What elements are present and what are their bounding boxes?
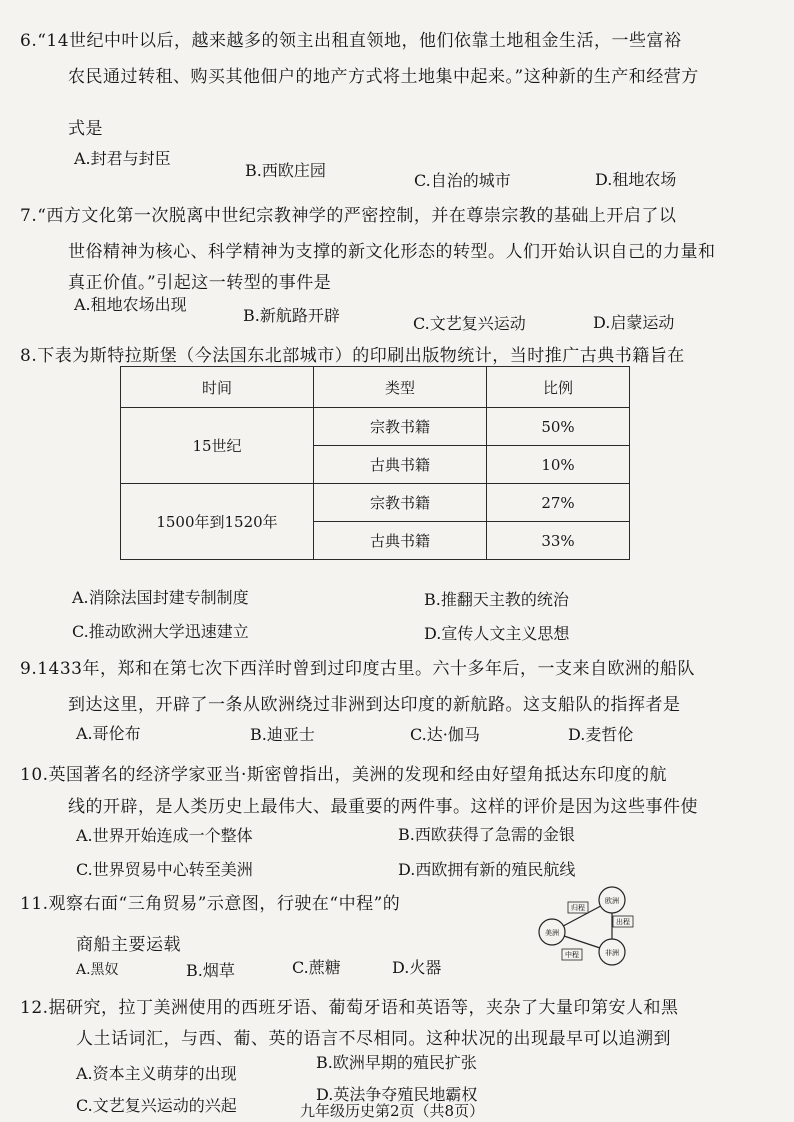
q6-option-c: C.自治的城市	[414, 171, 511, 190]
q10-option-d: D.西欧拥有新的殖民航线	[398, 860, 576, 879]
q11-option-b: B.烟草	[186, 961, 235, 980]
q6-option-d: D.租地农场	[595, 170, 677, 189]
table-cell-period: 1500年到1520年	[121, 484, 314, 560]
table-cell-type: 宗教书籍	[314, 408, 487, 446]
q11-option-a: A.黑奴	[76, 962, 119, 978]
table-cell-type: 宗教书籍	[314, 484, 487, 522]
africa-label: 非洲	[605, 949, 619, 957]
q7-stem-line3: 真正价值。”引起这一转型的事件是	[68, 273, 332, 293]
q6-stem-line2: 农民通过转租、购买其他佃户的地产方式将土地集中起来。”这种新的生产和经营方	[68, 67, 699, 87]
table-row	[121, 408, 630, 446]
table-cell-ratio: 33%	[487, 522, 630, 560]
q9-option-d: D.麦哲伦	[568, 725, 634, 744]
table-cell-type: 古典书籍	[314, 522, 487, 560]
out-label: 出程	[616, 918, 630, 926]
page-footer: 九年级历史第2页（共8页）	[300, 1102, 485, 1120]
q9-stem-line1: 9.1433年，郑和在第七次下西洋时曾到过印度古里。六十多年后，一支来自欧洲的船队	[20, 659, 695, 679]
q12-option-c: C.文艺复兴运动的兴起	[76, 1096, 237, 1115]
printing-stats-table	[120, 366, 630, 560]
q11-stem-line2: 商船主要运载	[76, 935, 181, 955]
q7-option-b: B.新航路开辟	[243, 306, 340, 325]
q12-option-a: A.资本主义萌芽的出现	[76, 1064, 237, 1083]
europe-label: 欧洲	[605, 897, 619, 905]
q12-stem-line2: 人土话词汇，与西、葡、英的语言不尽相同。这种状况的出现最早可以追溯到	[76, 1029, 671, 1049]
triangle-trade-diagram	[530, 882, 640, 972]
q10-stem-line1: 10.英国著名的经济学家亚当·斯密曾指出，美洲的发现和经由好望角抵达东印度的航	[20, 765, 667, 785]
table-cell-ratio: 50%	[487, 408, 630, 446]
q8-stem-line1: 8.下表为斯特拉斯堡（今法国东北部城市）的印刷出版物统计，当时推广古典书籍旨在	[20, 346, 685, 366]
q9-option-a: A.哥伦布	[76, 724, 141, 743]
q7-option-a: A.租地农场出现	[74, 295, 187, 314]
q8-option-d: D.宣传人文主义思想	[424, 624, 570, 643]
table-header-time: 时间	[121, 367, 314, 408]
table-cell-ratio: 27%	[487, 484, 630, 522]
q9-stem-line2: 到达这里，开辟了一条从欧洲绕过非洲到达印度的新航路。这支船队的指挥者是	[68, 695, 681, 715]
q12-option-b: B.欧洲早期的殖民扩张	[316, 1053, 477, 1072]
q9-option-c: C.达·伽马	[410, 725, 480, 744]
q6-stem-line1: 6.“14世纪中叶以后，越来越多的领主出租直领地，他们依靠土地租金生活，一些富裕	[20, 31, 682, 51]
q10-option-c: C.世界贸易中心转至美洲	[76, 860, 253, 879]
table-header-ratio: 比例	[487, 367, 630, 408]
table-header-row	[121, 367, 630, 408]
q11-option-c: C.蔗糖	[292, 958, 341, 977]
q11-option-d: D.火器	[392, 958, 442, 977]
q7-option-d: D.启蒙运动	[593, 313, 675, 332]
q7-stem-line1: 7.“西方文化第一次脱离中世纪宗教神学的严密控制，并在尊崇宗教的基础上开启了以	[20, 206, 677, 226]
return-label: 归程	[571, 904, 585, 912]
table-cell-ratio: 10%	[487, 446, 630, 484]
q6-option-b: B.西欧庄园	[245, 161, 326, 180]
q6-stem-line3: 式是	[68, 119, 103, 139]
q8-option-c: C.推动欧洲大学迅速建立	[72, 622, 249, 641]
q7-option-c: C.文艺复兴运动	[413, 314, 526, 333]
america-label: 美洲	[545, 929, 559, 937]
table-cell-type: 古典书籍	[314, 446, 487, 484]
q8-option-b: B.推翻天主教的统治	[424, 590, 569, 609]
q6-option-a: A.封君与封臣	[74, 149, 171, 168]
q11-stem-line1: 11.观察右面“三角贸易”示意图，行驶在“中程”的	[20, 894, 401, 914]
q10-stem-line2: 线的开辟，是人类历史上最伟大、最重要的两件事。这样的评价是因为这些事件使	[68, 797, 698, 817]
q8-option-a: A.消除法国封建专制制度	[72, 588, 249, 607]
table-row	[121, 484, 630, 522]
q12-option-d: D.英法争夺殖民地霸权	[316, 1085, 478, 1104]
table-cell-period: 15世纪	[121, 408, 314, 484]
q7-stem-line2: 世俗精神为核心、科学精神为支撑的新文化形态的转型。人们开始认识自己的力量和	[68, 242, 716, 262]
table-header-type: 类型	[314, 367, 487, 408]
q9-option-b: B.迪亚士	[250, 725, 315, 744]
q10-option-b: B.西欧获得了急需的金银	[398, 825, 575, 844]
middle-label: 中程	[565, 951, 579, 959]
q10-option-a: A.世界开始连成一个整体	[76, 826, 253, 845]
q12-stem-line1: 12.据研究，拉丁美洲使用的西班牙语、葡萄牙语和英语等，夹杂了大量印第安人和黑	[20, 998, 679, 1018]
